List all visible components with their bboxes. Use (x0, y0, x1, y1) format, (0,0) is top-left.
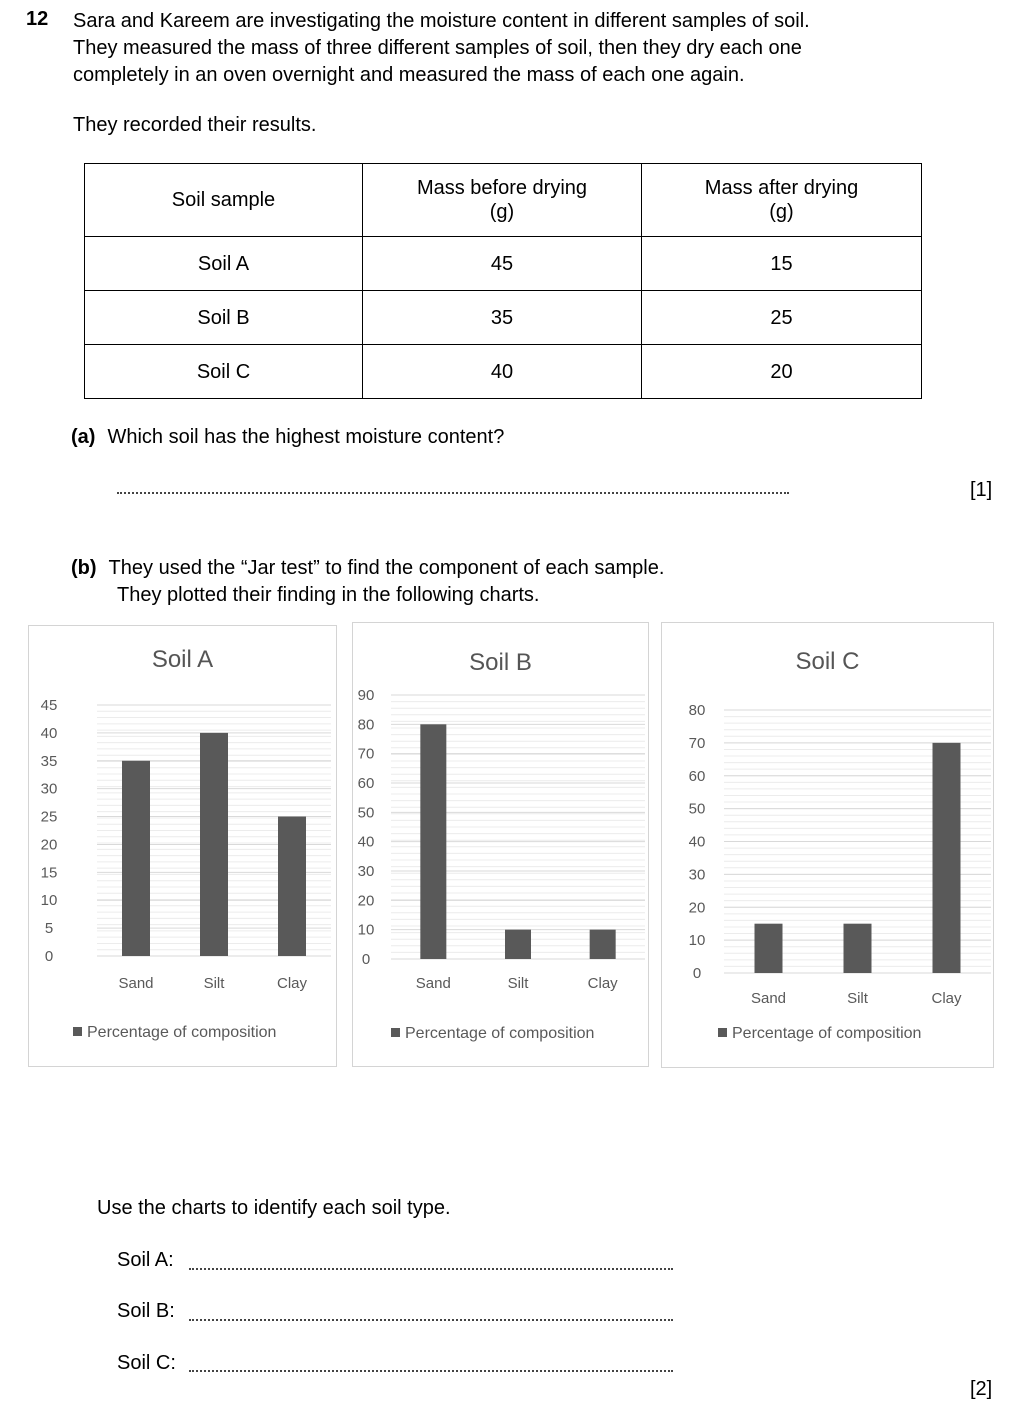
x-tick-label: Clay (931, 990, 962, 1007)
legend-label: Percentage of composition (87, 1024, 277, 1041)
bar-sand (755, 924, 783, 973)
y-tick-label: 35 (40, 752, 58, 770)
chart-title: Soil C (795, 648, 860, 675)
question-intro (73, 8, 973, 89)
bar-clay (278, 817, 306, 956)
y-tick-label: 30 (688, 866, 706, 884)
chart-title: Soil A (151, 646, 214, 673)
table-cell: 15 (642, 237, 922, 291)
y-tick-label: 10 (357, 921, 375, 939)
part-a-text: Which soil has the highest moisture content? (107, 426, 505, 448)
y-tick-label: 90 (357, 687, 375, 704)
bar-silt (844, 924, 872, 973)
y-tick-label: 80 (688, 702, 706, 719)
chart-panel-soil-b (352, 622, 649, 1067)
part-a-label: (a) (71, 426, 96, 448)
y-tick-label: 0 (44, 948, 54, 965)
y-tick-label: 45 (40, 697, 58, 714)
table-row (85, 237, 922, 291)
table-cell: Soil B (85, 291, 363, 345)
x-tick-label: Sand (118, 975, 154, 992)
table-header: Soil sample (85, 164, 363, 237)
x-tick-label: Sand (415, 975, 451, 992)
x-tick-label: Clay (587, 975, 618, 992)
y-tick-label: 80 (357, 716, 375, 734)
legend-label: Percentage of composition (732, 1025, 922, 1042)
chart-panel-soil-a (28, 625, 337, 1067)
y-tick-label: 70 (688, 734, 706, 752)
answer-line-soil-a[interactable] (189, 1268, 673, 1270)
legend-label: Percentage of composition (405, 1025, 595, 1042)
chart-soil-b (353, 623, 648, 1066)
x-tick-label: Silt (203, 975, 225, 992)
table-cell: 20 (642, 345, 922, 399)
answer-line-soil-c[interactable] (189, 1370, 673, 1372)
recorded-text: They recorded their results. (73, 114, 317, 136)
identify-marks: [2] (970, 1378, 993, 1400)
table-cell: 45 (363, 237, 642, 291)
y-tick-label: 10 (688, 932, 706, 950)
bar-sand (122, 761, 150, 956)
y-tick-label: 40 (688, 833, 706, 851)
soil-c-answer-label: Soil C: (117, 1352, 176, 1374)
x-tick-label: Clay (276, 975, 308, 992)
y-tick-label: 0 (361, 951, 371, 968)
answer-line-soil-b[interactable] (189, 1319, 673, 1321)
table-row (85, 291, 922, 345)
y-tick-label: 5 (44, 920, 54, 938)
x-tick-label: Silt (507, 975, 529, 992)
soil-b-answer-label: Soil B: (117, 1300, 175, 1322)
legend-swatch (391, 1028, 400, 1037)
table-cell: 40 (363, 345, 642, 399)
chart-title: Soil B (469, 649, 532, 676)
y-tick-label: 25 (40, 808, 58, 826)
bar-clay (933, 743, 961, 973)
part-b-question (71, 555, 664, 609)
bar-silt (200, 733, 228, 956)
y-tick-label: 60 (688, 767, 706, 785)
identify-prompt: Use the charts to identify each soil type. (97, 1197, 451, 1219)
table-cell: 25 (642, 291, 922, 345)
intro-line: completely in an oven overnight and measured the mass of each one again. (73, 64, 745, 86)
table-header: Mass before drying (g) (363, 164, 642, 237)
x-tick-label: Silt (847, 990, 868, 1007)
chart-soil-a (29, 626, 336, 1066)
y-tick-label: 20 (688, 899, 706, 917)
bar-silt (505, 930, 531, 959)
results-table (84, 163, 922, 399)
y-tick-label: 30 (40, 780, 58, 798)
bar-clay (590, 930, 616, 959)
intro-line: Sara and Kareem are investigating the moisture content in different samples of soil. (73, 10, 810, 32)
chart-soil-c (662, 623, 993, 1067)
y-tick-label: 10 (40, 892, 58, 910)
y-tick-label: 70 (357, 745, 375, 763)
legend-swatch (718, 1028, 727, 1037)
y-tick-label: 40 (40, 724, 58, 742)
y-tick-label: 50 (688, 800, 706, 818)
soil-a-answer-label: Soil A: (117, 1249, 174, 1271)
y-tick-label: 50 (357, 804, 375, 822)
table-row (85, 345, 922, 399)
y-tick-label: 15 (40, 864, 58, 882)
y-tick-label: 30 (357, 863, 375, 880)
y-tick-label: 60 (357, 775, 375, 792)
chart-panel-soil-c (661, 622, 994, 1068)
part-b-line2: They plotted their finding in the following charts. (117, 584, 540, 606)
table-cell: Soil A (85, 237, 363, 291)
part-b-line1: They used the “Jar test” to find the component of each sample. (108, 557, 665, 579)
y-tick-label: 40 (357, 833, 375, 851)
question-number: 12 (26, 8, 49, 30)
y-tick-label: 0 (692, 965, 702, 982)
table-header-row (85, 164, 922, 237)
part-a-marks: [1] (970, 479, 993, 501)
table-header: Mass after drying (g) (642, 164, 922, 237)
table-cell: Soil C (85, 345, 363, 399)
table-cell: 35 (363, 291, 642, 345)
x-tick-label: Sand (750, 990, 787, 1007)
bar-sand (420, 724, 446, 959)
answer-line-a[interactable] (117, 492, 789, 494)
intro-line: They measured the mass of three different samples of soil, then they dry each one (73, 37, 802, 59)
part-a-question (71, 426, 504, 449)
part-b-label: (b) (71, 557, 97, 579)
y-tick-label: 20 (40, 836, 58, 854)
legend-swatch (73, 1027, 82, 1036)
y-tick-label: 20 (357, 892, 375, 910)
